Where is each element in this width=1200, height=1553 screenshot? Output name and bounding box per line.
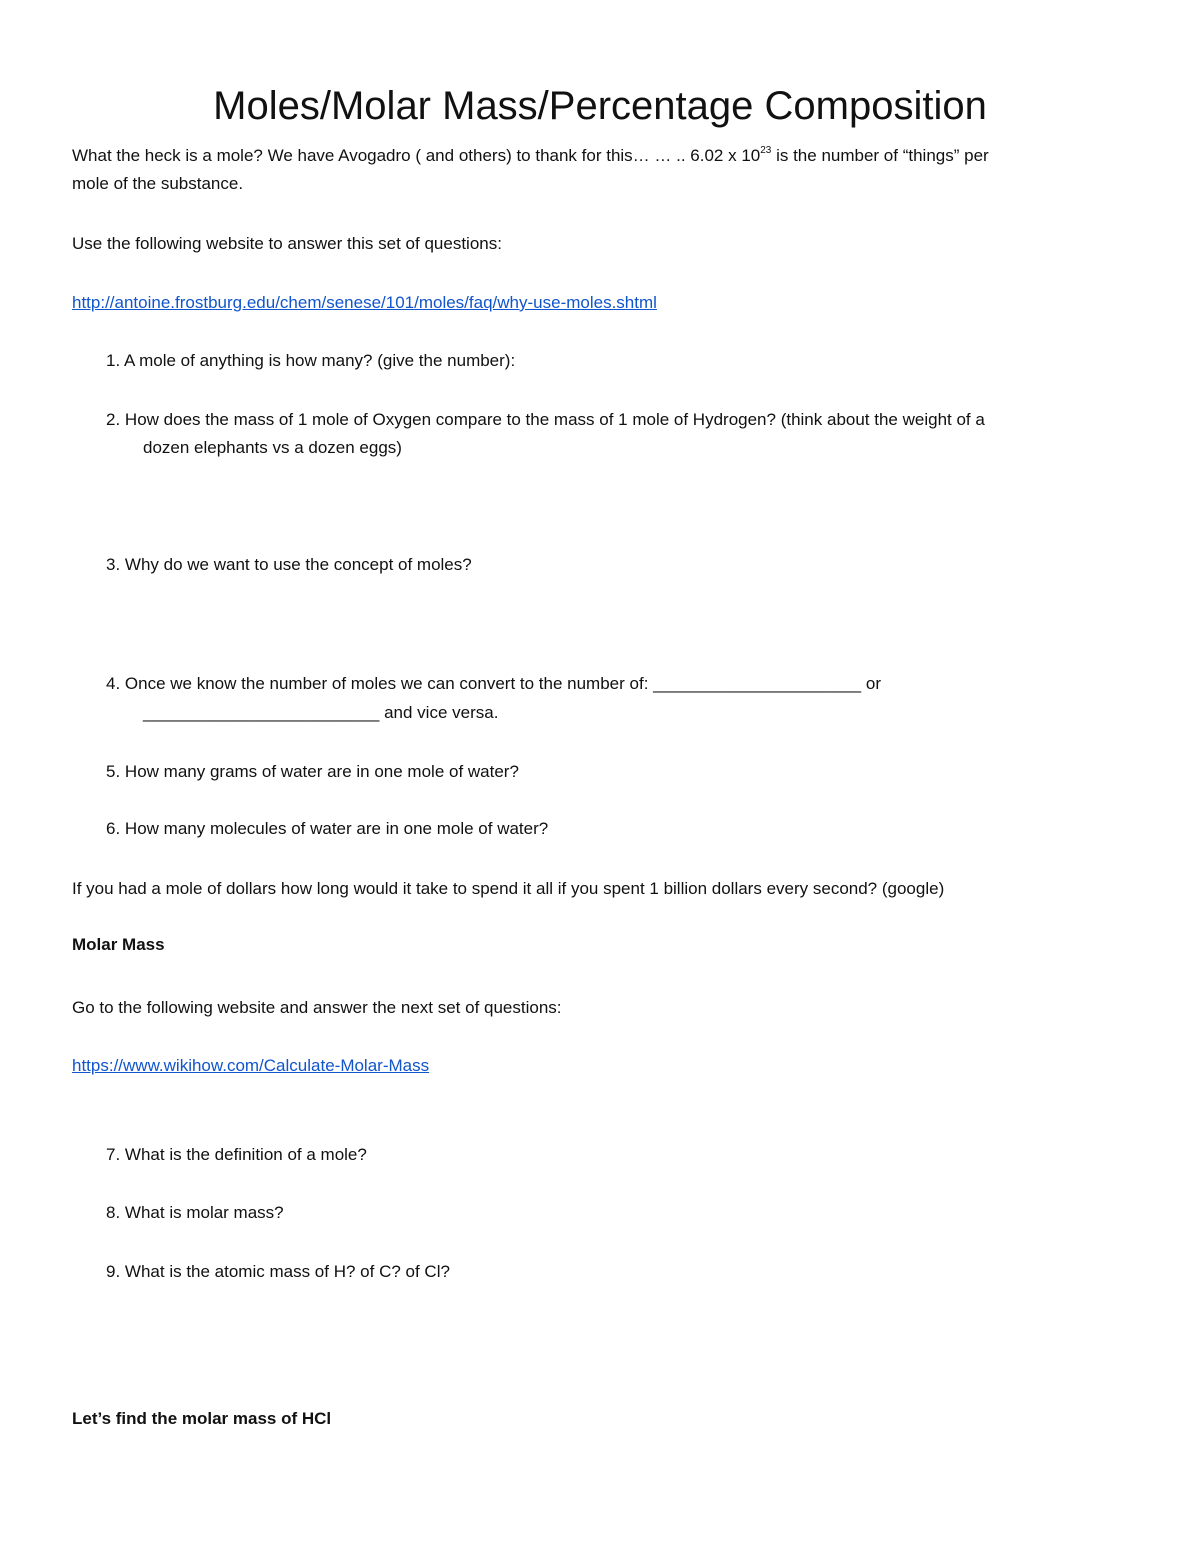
question-8: 8. What is molar mass?	[106, 1203, 284, 1222]
instruction-1: Use the following website to answer this set of questions:	[72, 234, 502, 253]
page-title: Moles/Molar Mass/Percentage Composition	[213, 84, 987, 128]
question-4-cont: _________________________ and vice versa.	[143, 703, 499, 722]
question-5: 5. How many grams of water are in one mole of water?	[106, 762, 519, 781]
dollars-question: If you had a mole of dollars how long would it take to spend it all if you spent 1 billion dollars every second? (google)	[72, 879, 945, 898]
question-7: 7. What is the definition of a mole?	[106, 1145, 367, 1164]
intro-text: What the heck is a mole? We have Avogadro ( and others) to thank for this… … .. 6.02 x 10	[72, 146, 761, 165]
intro-text-cont: is the number of “things” per	[771, 146, 989, 165]
question-9: 9. What is the atomic mass of H? of C? of Cl?	[106, 1262, 450, 1281]
exponent: 23	[760, 145, 772, 157]
intro-line-2: mole of the substance.	[72, 174, 244, 193]
instruction-2: Go to the following website and answer the next set of questions:	[72, 998, 562, 1017]
link-wikihow[interactable]: https://www.wikihow.com/Calculate-Molar-Mass	[72, 1056, 430, 1075]
question-4: 4. Once we know the number of moles we can convert to the number of: ______________________ or	[106, 674, 881, 693]
question-2-cont: dozen elephants vs a dozen eggs)	[143, 438, 402, 457]
intro-line-1	[72, 145, 989, 167]
question-1: 1. A mole of anything is how many? (give the number):	[106, 351, 516, 370]
question-3: 3. Why do we want to use the concept of moles?	[106, 555, 472, 574]
question-2: 2. How does the mass of 1 mole of Oxygen compare to the mass of 1 mole of Hydrogen? (think about the weight of a	[106, 410, 985, 429]
heading-hcl: Let’s find the molar mass of HCl	[72, 1409, 332, 1428]
heading-molar-mass: Molar Mass	[72, 935, 165, 954]
question-6: 6. How many molecules of water are in one mole of water?	[106, 819, 549, 838]
link-frostburg[interactable]: http://antoine.frostburg.edu/chem/senese/101/moles/faq/why-use-moles.shtml	[72, 293, 657, 312]
